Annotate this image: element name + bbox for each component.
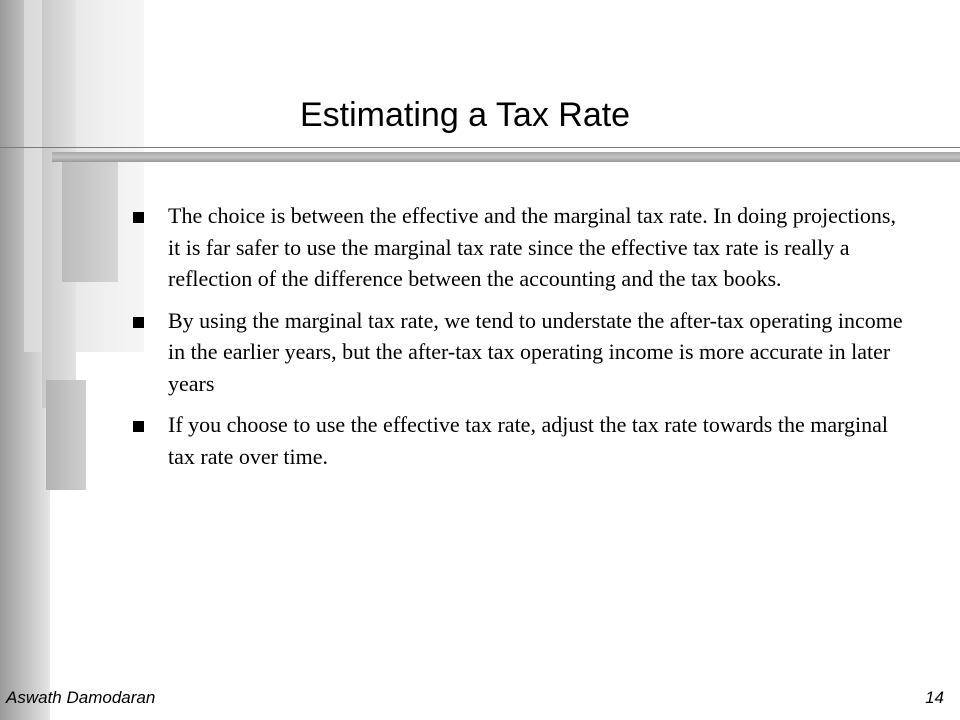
decorative-bar-lower xyxy=(46,380,86,490)
slide-title: Estimating a Tax Rate xyxy=(300,96,631,134)
square-bullet-icon xyxy=(133,212,144,223)
bullet-list xyxy=(130,200,910,482)
square-bullet-icon xyxy=(133,421,144,432)
footer-author: Aswath Damodaran xyxy=(6,688,156,707)
page-number: 14 xyxy=(925,688,944,707)
bullet-item xyxy=(130,200,910,295)
bullet-text: By using the marginal tax rate, we tend to understate the after-tax operating income in the earlier years, but the after-tax tax operating income is more accurate in later years xyxy=(168,307,903,396)
bullet-item xyxy=(130,409,910,472)
bullet-text: If you choose to use the effective tax rate, adjust the tax rate towards the marginal tax rate over time. xyxy=(168,412,889,469)
bullet-text: The choice is between the effective and the marginal tax rate. In doing projections, it is far safer to use the marginal tax rate since the effective tax rate is really a reflection of the difference between the accounting and the tax books. xyxy=(168,203,896,291)
title-divider-bar xyxy=(52,152,960,162)
bullet-item xyxy=(130,305,910,400)
square-bullet-icon xyxy=(133,317,144,328)
decorative-bar-short xyxy=(62,160,118,282)
title-divider-line xyxy=(0,147,960,148)
